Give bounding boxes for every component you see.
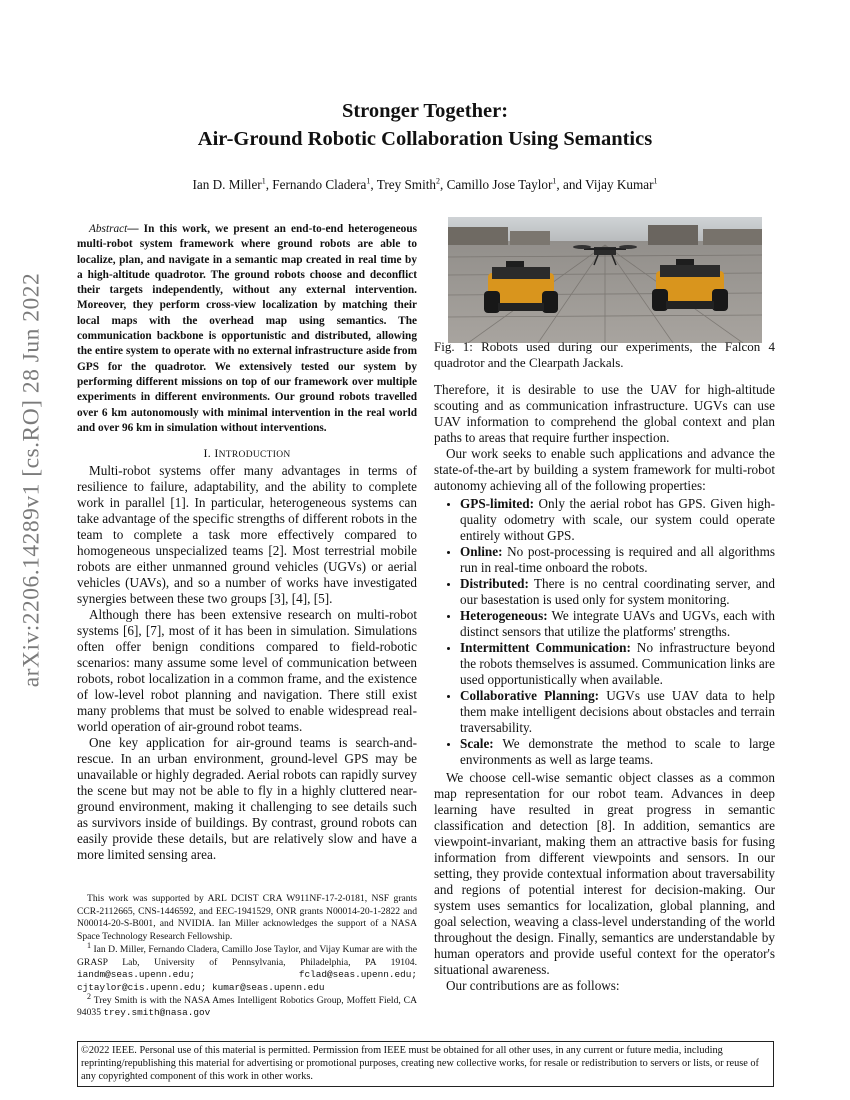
section-heading-introduction xyxy=(77,445,417,463)
list-item-text: UGVs use UAV data to help them make intelligent decisions about obstacles and terrain traversability. xyxy=(460,688,775,735)
footnote-text: Trey Smith is with the NASA Ames Intelligent Robotics Group, Moffett Field, CA 94035 xyxy=(77,994,417,1019)
footnote-email: trey.smith@nasa.gov xyxy=(103,1007,211,1019)
section-number: I. xyxy=(203,446,215,460)
section-title-rest: NTRODUCTION xyxy=(218,450,291,460)
title-line-2: Air-Ground Robotic Collaboration Using Semantics xyxy=(197,128,653,150)
author-affiliation: 1 xyxy=(261,176,266,186)
footnote-2 xyxy=(77,991,417,1020)
author-separator: , xyxy=(440,177,447,192)
author-affiliation: 1 xyxy=(552,176,557,186)
footnote-emails: iandm@seas.upenn.edu; fclad@seas.upenn.edu; cjtaylor@cis.upenn.edu; kumar@seas.upenn.edu xyxy=(77,969,417,993)
abstract-text: — In this work, we present an end-to-end heterogeneous multi-robot system framework where ground robots are able to localize, plan, and navigate in a semantic map created in real time by a high-altitude quadrotor. The ground robots choose and deconflict their targets independently, without any external intervention. Moreover, they perform cross-view localization by matching their local maps with the overhead map using semantics. The communication backbone is opportunistic and distributed, allowing the entire system to operate with no external infrastructure aside from GPS for the quadrotor. We extensively tested our system by performing different missions on top of our framework over multiple experiments in different environments. Our ground robots travelled over 6 km autonomously with minimal intervention in the real world and over 96 km in simulation without interventions. xyxy=(77,223,417,434)
author: Vijay Kumar xyxy=(585,177,654,192)
list-item-term: Scale: xyxy=(460,736,494,751)
list-item-term: Intermittent Communication: xyxy=(460,640,631,655)
paragraph: One key application for air-ground teams is search-and-rescue. In an urban environment, ground-level GPS may be unavailable or highly degraded. Aerial robots can rapidly survey the scene but may not be able to fly in a highly cluttered near-ground environment, making it challenging to see details such as survivors inside of buildings. By contrast, ground robots can easily provide these details, but are relatively slow and have a more limited sensing area. xyxy=(77,735,417,862)
author-separator: , and xyxy=(556,177,586,192)
author-affiliation: 2 xyxy=(436,176,440,186)
author-list xyxy=(0,177,850,193)
paragraph: We choose cell-wise semantic object classes as a common map representation for our robot team. Advances in deep learning have resulted in great progress in semantic classification and detection [8]. In addition, semantics are viewpoint-invariant, making them an attractive basis for fusing information from different viewpoints and sensors. In our setting, they provide contextual information about traversability and regions of potential interest for decision-making. Our system uses semantics for localization, global planning, and goal selection, weaving a class-level understanding of the world throughout the design. Finally, semantics are understandable by human operators and provide useful context for the operator's situational awareness. xyxy=(434,770,775,977)
figure-caption: Fig. 1: Robots used during our experiments, the Falcon 4 quadrotor and the Clearpath Jackals. xyxy=(434,339,775,370)
ground-robot-left xyxy=(484,261,558,313)
figure-robots-photo xyxy=(448,217,762,343)
right-column-body xyxy=(434,382,775,994)
paragraph: Although there has been extensive research on multi-robot systems [6], [7], most of it has been in simulation. Simulations often offer benign conditions compared to field-robotic scenarios: many assume some level of communication between robots, robot localization in a common frame, and the existence of low-level robot planning and navigation. There still exist many problems that must be solved to enable widespread real-world operation of air-ground robot teams. xyxy=(77,607,417,734)
author-affiliation: 1 xyxy=(366,176,371,186)
copyright-notice: ©2022 IEEE. Personal use of this material is permitted. Permission from IEEE must be obtained for all other uses, in any current or future media, including reprinting/republishing this material for advertising or promotional purposes, creating new collective works, for resale or redistribution to servers or lists, or reuse of any copyrighted component of this work in other works. xyxy=(77,1041,774,1087)
list-item xyxy=(460,640,775,688)
list-item-term: Online: xyxy=(460,544,503,559)
list-item-term: Heterogeneous: xyxy=(460,608,548,623)
abstract xyxy=(77,222,417,436)
list-item xyxy=(460,736,775,768)
list-item xyxy=(460,688,775,736)
properties-list xyxy=(434,496,775,768)
paragraph: Therefore, it is desirable to use the UAV for high-altitude scouting and as communication infrastructure. UGVs can use UAV information to comprehend the global context and plan paths to areas that require further inspection. xyxy=(434,382,775,445)
paragraph: Multi-robot systems offer many advantages in terms of resilience to failure, adaptability, and the ability to complete work in parallel [1]. In particular, heterogeneous systems can take advantage of the specific strengths of different robots in the team to complete a task more effectively compared to homogeneous unspecialized teams [2]. Most terrestrial mobile robots are either unmanned ground vehicles (UGVs) or aerial vehicles (UAVs), and so a number of works have investigated synergies between these two groups [3], [4], [5]. xyxy=(77,463,417,606)
paper-title xyxy=(0,97,850,153)
footnotes xyxy=(77,893,417,1020)
list-item-text: There is no central coordinating server, and our basestation is used only for system monitoring. xyxy=(460,576,775,607)
footnote-funding: This work was supported by ARL DCIST CRA W911NF-17-2-0181, NSF grants CCR-2112665, CNS-1446592, and EEC-1941529, ONR grants N00014-20-1-2822 and N00014-20-S-B001, and NVIDIA. Ian Miller acknowledges the support of a NASA Space Technology Research Fellowship. xyxy=(77,893,417,943)
introduction-body xyxy=(77,463,417,863)
paragraph: Our work seeks to enable such applications and advance the state-of-the-art by building a system framework for multi-robot autonomy achieving all of the following properties: xyxy=(434,446,775,493)
author: Trey Smith xyxy=(376,177,436,192)
author: Camillo Jose Taylor xyxy=(446,177,553,192)
list-item-term: GPS-limited: xyxy=(460,496,534,511)
list-item xyxy=(460,576,775,608)
author-separator: , xyxy=(370,177,377,192)
list-item-term: Distributed: xyxy=(460,576,529,591)
list-item-term: Collaborative Planning: xyxy=(460,688,600,703)
list-item-text: No infrastructure beyond the robots themselves is assumed. Communication links are used opportunistically when available. xyxy=(460,640,775,687)
author: Ian D. Miller xyxy=(192,177,262,192)
list-item-text: Only the aerial robot has GPS. Given high-quality odometry with scale, our system could operate entirely without GPS. xyxy=(460,496,775,543)
list-item-text: No post-processing is required and all algorithms run in real-time onboard the robots. xyxy=(460,544,775,575)
footnote-marker: 2 xyxy=(87,991,91,1001)
footnote-marker: 1 xyxy=(87,940,91,950)
arxiv-id-text: arXiv:2206.14289v1 [cs.RO] 28 Jun 2022 xyxy=(18,272,45,688)
list-item-text: We demonstrate the method to scale to large environments as well as large teams. xyxy=(460,736,775,767)
section-title-initial: I xyxy=(214,446,219,460)
paragraph: Our contributions are as follows: xyxy=(446,978,620,993)
list-item-text: We integrate UAVs and UGVs, each with distinct sensors that utilize the platforms' strengths. xyxy=(460,608,775,639)
author-separator: , xyxy=(265,177,273,192)
title-line-1: Stronger Together: xyxy=(341,100,509,122)
arxiv-stamp xyxy=(14,270,50,690)
author: Fernando Cladera xyxy=(272,177,367,192)
list-item xyxy=(460,608,775,640)
abstract-label: Abstract xyxy=(89,223,128,235)
footnote-1 xyxy=(77,940,417,995)
author-affiliation: 1 xyxy=(653,176,658,186)
list-item xyxy=(460,496,775,544)
footnote-text: Ian D. Miller, Fernando Cladera, Camillo Jose Taylor, and Vijay Kumar are with the GRASP Lab, University of Pennsylvania, Philadelphia, PA 19104. xyxy=(77,943,417,968)
ground-robot-right xyxy=(652,259,728,311)
list-item xyxy=(460,544,775,576)
